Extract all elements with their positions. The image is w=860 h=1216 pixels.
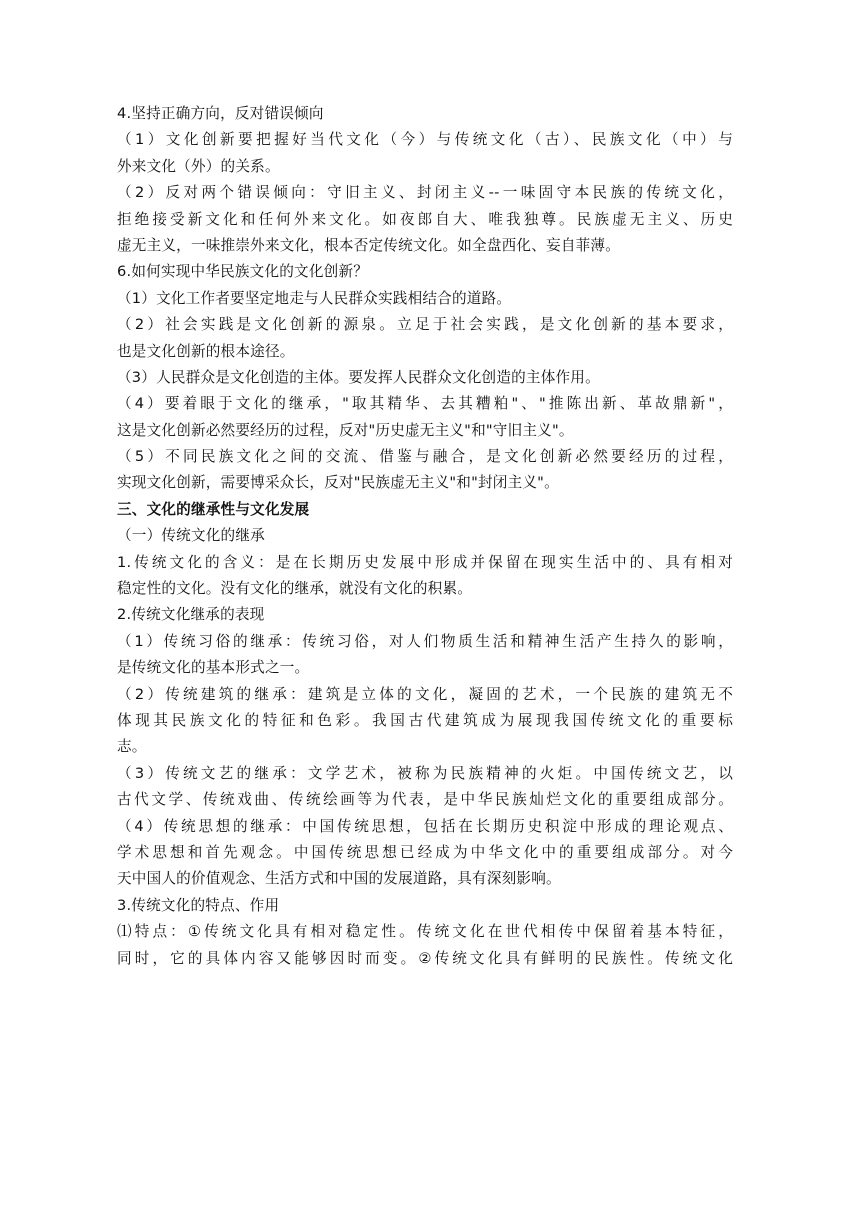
text-line: （4）传统思想的继承：中国传统思想，包括在长期历史积淀中形成的理论观点、: [117, 817, 733, 835]
text-line: （1）传统习俗的继承：传统习俗，对人们物质生活和精神生活产生持久的影响，: [117, 632, 733, 650]
text-line: 虚无主义，一味推崇外来文化，根本否定传统文化。如全盘西化、妄自菲薄。: [117, 236, 620, 254]
text-line: 2.传统文化继承的表现: [117, 606, 265, 624]
section-heading: 三、文化的继承性与文化发展: [117, 500, 310, 518]
text-line: （一）传统文化的继承: [117, 527, 265, 545]
text-line: 也是文化创新的根本途径。: [117, 342, 295, 360]
text-line: （2）传统建筑的继承：建筑是立体的文化，凝固的艺术，一个民族的建筑无不: [117, 685, 733, 703]
text-line: （3）传统文艺的继承：文学艺术，被称为民族精神的火炬。中国传统文艺，以: [117, 764, 733, 782]
text-line: （1）文化工作者要坚定地走与人民群众实践相结合的道路。: [117, 289, 512, 307]
text-line: （1）文化创新要把握好当代文化（今）与传统文化（古）、民族文化（中）与: [117, 131, 733, 149]
text-line: 这是文化创新必然要经历的过程，反对"历史虚无主义"和"守旧主义"。: [117, 421, 574, 439]
text-line: 古代文学、传统戏曲、传统绘画等为代表，是中华民族灿烂文化的重要组成部分。: [117, 791, 733, 809]
text-line: 1.传统文化的含义：是在长期历史发展中形成并保留在现实生活中的、具有相对: [117, 553, 733, 571]
text-line: （3）人民群众是文化创造的主体。要发挥人民群众文化创造的主体作用。: [117, 368, 600, 386]
text-line: ⑴特点：①传统文化具有相对稳定性。传统文化在世代相传中保留着基本特征，: [117, 923, 733, 941]
text-line: 体现其民族文化的特征和色彩。我国古代建筑成为展现我国传统文化的重要标: [117, 711, 733, 729]
text-line: （2）社会实践是文化创新的源泉。立足于社会实践，是文化创新的基本要求，: [117, 316, 733, 334]
text-line: （5）不同民族文化之间的交流、借鉴与融合，是文化创新必然要经历的过程，: [117, 448, 733, 466]
text-line: （4）要着眼于文化的继承，"取其精华、去其糟粕"、"推陈出新、革故鼎新"，: [117, 395, 733, 413]
text-line: 是传统文化的基本形式之一。: [117, 659, 310, 677]
text-line: 4.坚持正确方向，反对错误倾向: [117, 105, 324, 122]
text-line: 稳定性的文化。没有文化的继承，就没有文化的积累。: [117, 580, 473, 598]
text-line: （2）反对两个错误倾向：守旧主义、封闭主义--一味固守本民族的传统文化，: [117, 184, 733, 202]
text-line: 志。: [117, 738, 147, 756]
text-line: 拒绝接受新文化和任何外来文化。如夜郎自大、唯我独尊。民族虚无主义、历史: [117, 210, 733, 228]
text-line: 同时，它的具体内容又能够因时而变。②传统文化具有鲜明的民族性。传统文化: [117, 949, 733, 967]
text-line: 外来文化（外）的关系。: [117, 157, 280, 175]
document-page: [117, 101, 733, 972]
text-line: 天中国人的价值观念、生活方式和中国的发展道路，具有深刻影响。: [117, 870, 561, 888]
text-line: 学术思想和首先观念。中国传统思想已经成为中华文化中的重要组成部分。对今: [117, 843, 733, 861]
text-line: 3.传统文化的特点、作用: [117, 896, 280, 914]
text-line: 6.如何实现中华民族文化的文化创新？: [117, 263, 369, 281]
text-line: 实现文化创新，需要博采众长，反对"民族虚无主义"和"封闭主义"。: [117, 474, 559, 492]
